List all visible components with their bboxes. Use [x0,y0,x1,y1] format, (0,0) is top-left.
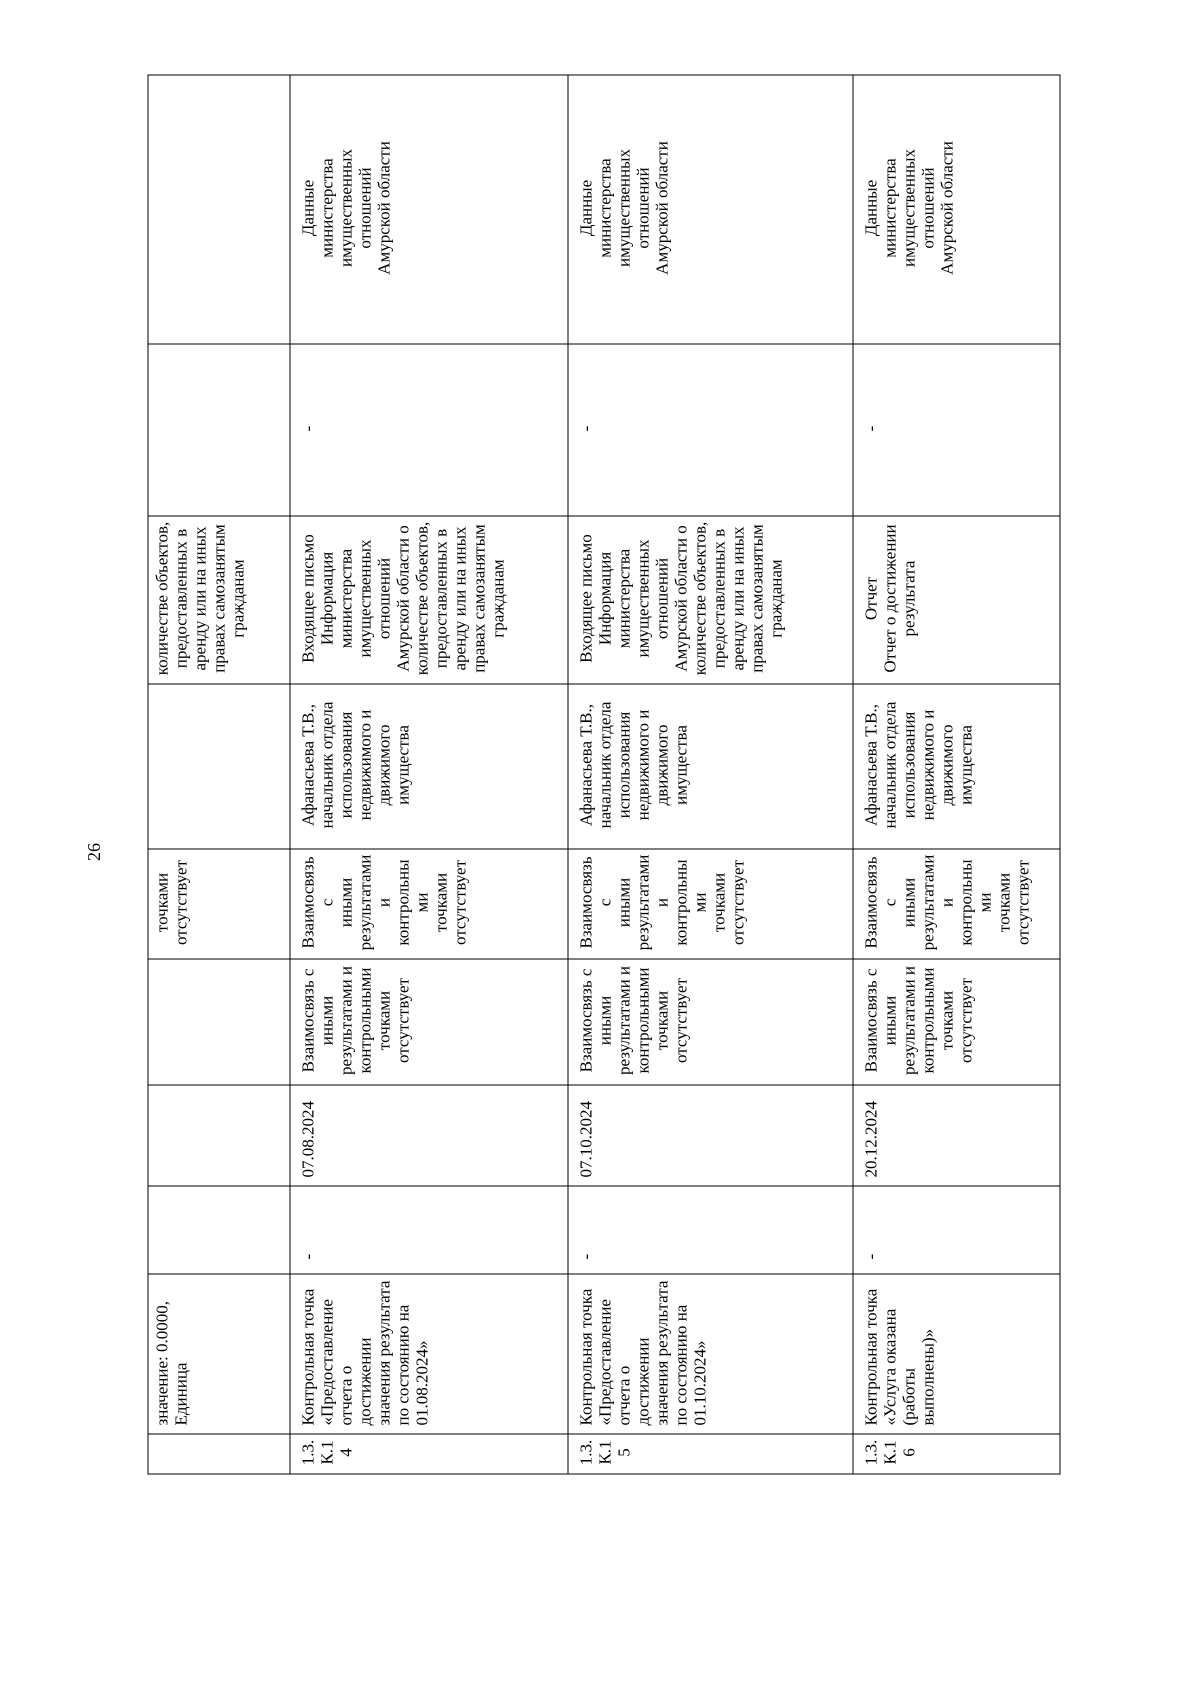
cell-number: 1.3. К.14 [290,1434,568,1474]
cell-start-date [148,1186,290,1274]
cell-gis: - [290,344,568,516]
table-row [568,75,853,1474]
cell-document: Входящее письмо Информация министерства имущественных отношений Амурской области о количестве объектов, предоставленных в аренду или на иных правах самозанятым гражданам [568,516,853,684]
page-number: 26 [84,843,104,861]
cell-responsible [148,684,290,849]
cell-name: Контрольная точка «Услуга оказана (работы выполнены)» [853,1274,1060,1434]
cell-number [148,1434,290,1474]
cell-gis: - [568,344,853,516]
cell-predecessors: Взаимосвязь с иными результатами и контрольными точками отсутствует [290,959,568,1085]
cell-successors: Взаимосвязь с иными результатами и контрольными точками отсутствует [853,849,1060,959]
table-row [853,75,1060,1474]
cell-gis [148,344,290,516]
cell-end-date: 20.12.2024 [853,1085,1060,1186]
cell-successors: Взаимосвязь с иными результатами и контрольными точками отсутствует [290,849,568,959]
cell-source: Данные министерства имущественных отношений Амурской области [290,75,568,344]
cell-responsible: Афанасьева Т.В., начальник отдела использования недвижимого и движимого имущества [853,684,1060,849]
cell-name: Контрольная точка «Предоставление отчета о достижении значения результата по состоянию на 01.10.2024» [568,1274,853,1434]
cell-responsible: Афанасьева Т.В., начальник отдела использования недвижимого и движимого имущества [290,684,568,849]
cell-name: Контрольная точка «Предоставление отчета о достижении значения результата по состоянию на 01.08.2024» [290,1274,568,1434]
cell-document: Отчет Отчет о достижении результата [853,516,1060,684]
cell-predecessors [148,959,290,1085]
cell-end-date: 07.10.2024 [568,1085,853,1186]
control-points-table [147,74,1060,1474]
cell-end-date [148,1085,290,1186]
cell-start-date: - [290,1186,568,1274]
cell-number: 1.3. К.16 [853,1434,1060,1474]
cell-document: количестве объектов, предоставленных в аренду или на иных правах самозанятым гражданам [148,516,290,684]
cell-source [148,75,290,344]
cell-gis: - [853,344,1060,516]
table-row-continuation [148,75,290,1474]
cell-predecessors: Взаимосвязь с иными результатами и контрольными точками отсутствует [853,959,1060,1085]
cell-source: Данные министерства имущественных отношений Амурской области [568,75,853,344]
cell-successors: точками отсутствует [148,849,290,959]
cell-source: Данные министерства имущественных отношений Амурской области [853,75,1060,344]
cell-number: 1.3. К.15 [568,1434,853,1474]
cell-predecessors: Взаимосвязь с иными результатами и контрольными точками отсутствует [568,959,853,1085]
cell-end-date: 07.08.2024 [290,1085,568,1186]
table-row [290,75,568,1474]
cell-start-date: - [568,1186,853,1274]
cell-successors: Взаимосвязь с иными результатами и контрольными точками отсутствует [568,849,853,959]
cell-responsible: Афанасьева Т.В., начальник отдела использования недвижимого и движимого имущества [568,684,853,849]
cell-name: значение: 0.0000, Единица [148,1274,290,1434]
cell-start-date: - [853,1186,1060,1274]
cell-document: Входящее письмо Информация министерства имущественных отношений Амурской области о количестве объектов, предоставленных в аренду или на иных правах самозанятым гражданам [290,516,568,684]
